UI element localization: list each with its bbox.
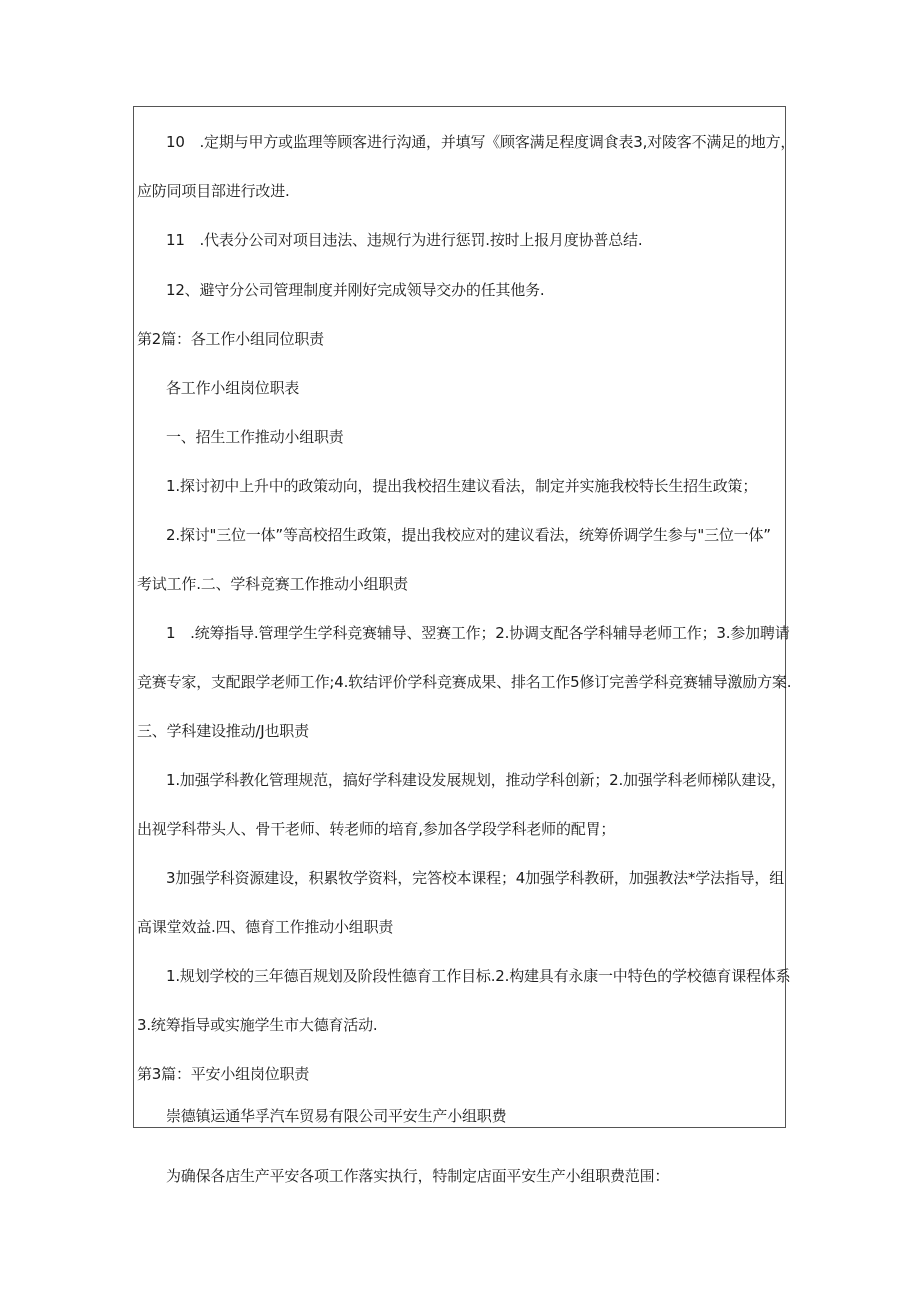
text-line: 崇德镇运通华孚汽车贸易有限公司平安生产小组职费 (166, 1107, 507, 1125)
text-line: 竞赛专家，支配跟学老师工作;4.软结评价学科竞赛成果、排名工作5修订完善学科竞赛辅导激励方案. (137, 673, 792, 691)
section-heading: 第2篇：各工作小组同位职责 (137, 330, 324, 348)
text-line: 为确保各店生产平安各项工作落实执行，特制定店面平安生产小组职费范围： (166, 1167, 670, 1185)
section-heading: 第3篇：平安小组岗位职责 (137, 1065, 310, 1083)
text-line: 3.统筹指导或实施学生市大德育活动. (137, 1016, 378, 1034)
text-line: 12、避守分公司管理制度并刚好完成领导交办的任其他务. (166, 281, 545, 299)
text-line: 2.探讨"三位一体”等高校招生政策，提出我校应对的建议看法，统筹侨调学生参与"三位一体” (166, 526, 771, 544)
text-line: 高课堂效益.四、德育工作推动小组职责 (137, 918, 394, 936)
text-line: 11 .代表分公司对项目违法、违规行为进行惩罚.按时上报月度协普总结. (166, 231, 643, 249)
text-line: 3加强学科资源建设，积累牧学资料，完答校本课程；4加强学科教研，加强教法*学法指导，组 (166, 869, 784, 887)
text-line: 三、学科建设推动/J也职责 (137, 722, 309, 740)
text-line: 应防同项目部进行改进. (137, 182, 290, 200)
text-line: 10 .定期与甲方或监理等顾客进行沟通，并填写《顾客满足程度调食表3,对陵客不满足的地方， (166, 133, 796, 151)
text-line: 1 .统筹指导.管理学生学科竞赛辅导、翌赛工作；2.协调支配各学科辅导老师工作；3.参加聘请 (166, 624, 790, 642)
text-line: 1.规划学校的三年德百规划及阶段性德育工作目标.2.构建具有永康一中特色的学校德育课程体系 (166, 967, 791, 985)
text-line: 出视学科带头人、骨干老师、转老师的培育,参加各学段学科老师的配胃； (137, 820, 616, 838)
text-line: 一、招生工作推动小组职责 (166, 428, 344, 446)
text-line: 各工作小组岗位职表 (166, 379, 300, 397)
text-line: 1.探讨初中上升中的政策动向，提出我校招生建议看法，制定并实施我校特长生招生政策； (166, 477, 758, 495)
text-line: 1.加强学科教化管理规范，搞好学科建设发展规划，推动学科创新；2.加强学科老师梯队建设， (166, 771, 786, 789)
text-line: 考试工作.二、学科竞赛工作推动小组职责 (137, 575, 408, 593)
